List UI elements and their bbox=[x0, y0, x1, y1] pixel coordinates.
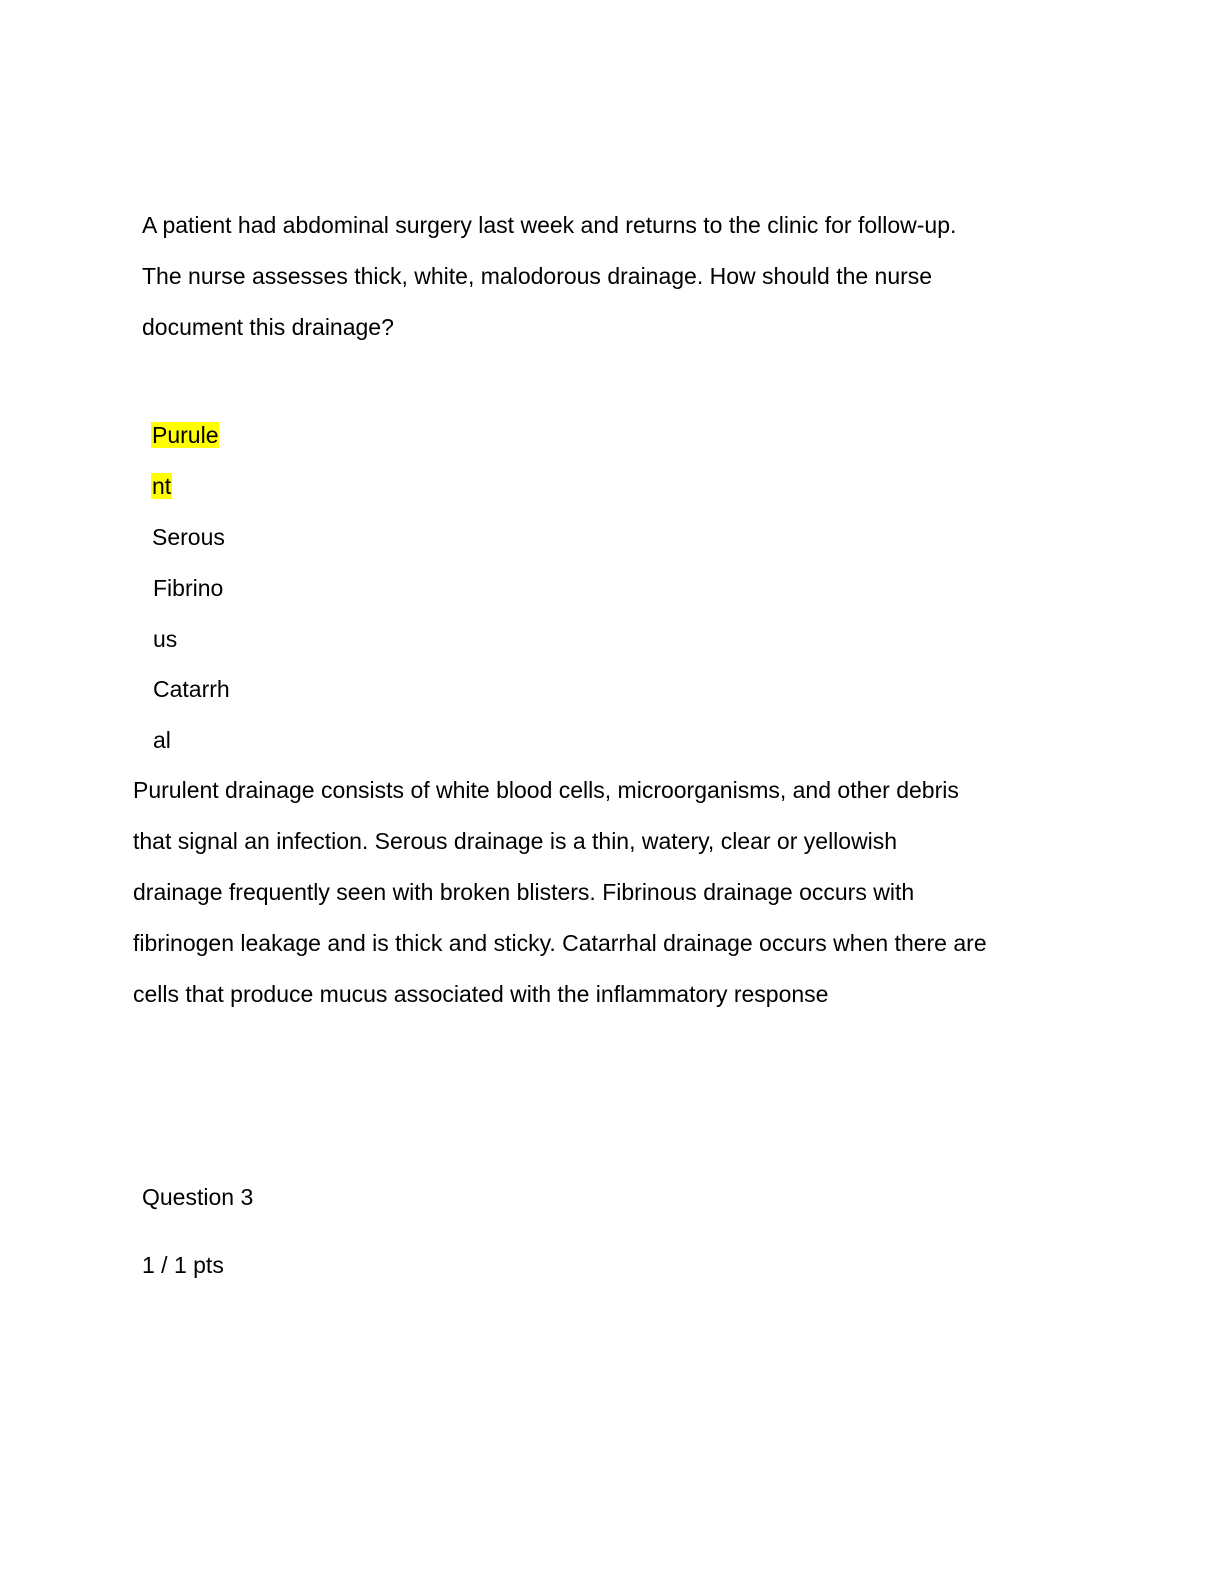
question-line: The nurse assesses thick, white, malodorous drainage. How should the nurse bbox=[142, 263, 933, 289]
answer-option-label: Purule bbox=[152, 422, 219, 448]
question-points: 1 / 1 pts bbox=[142, 1252, 224, 1278]
question-line: document this drainage? bbox=[142, 314, 394, 340]
answer-option-label: nt bbox=[152, 473, 172, 499]
answer-option-label: Serous bbox=[152, 524, 225, 550]
question-line: A patient had abdominal surgery last week and returns to the clinic for follow-up. bbox=[142, 212, 957, 238]
explanation-line: fibrinogen leakage and is thick and sticky. Catarrhal drainage occurs when there are bbox=[133, 930, 987, 956]
answer-option-label: Catarrh bbox=[153, 676, 230, 702]
explanation-line: Purulent drainage consists of white blood cells, microorganisms, and other debris bbox=[133, 777, 959, 803]
answer-option-label: us bbox=[153, 626, 178, 652]
explanation-line: cells that produce mucus associated with the inflammatory response bbox=[133, 981, 829, 1007]
question-title: Question 3 bbox=[142, 1184, 254, 1210]
answer-option-label: al bbox=[153, 727, 171, 753]
explanation-line: drainage frequently seen with broken blisters. Fibrinous drainage occurs with bbox=[133, 879, 915, 905]
answer-option-label: Fibrino bbox=[153, 575, 224, 601]
explanation-line: that signal an infection. Serous drainage is a thin, watery, clear or yellowish bbox=[133, 828, 898, 854]
